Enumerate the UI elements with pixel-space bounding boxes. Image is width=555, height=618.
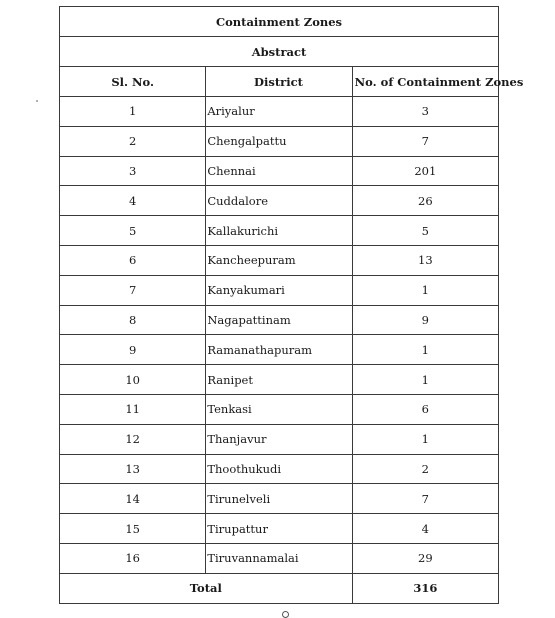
zones-count-cell: 7 [352, 484, 498, 514]
zones-count-cell: 1 [352, 275, 498, 305]
zones-count-cell: 3 [352, 97, 498, 127]
total-label: Total [60, 573, 353, 603]
zones-count-cell: 29 [352, 543, 498, 573]
zones-count-cell: 1 [352, 424, 498, 454]
sl-no-cell: 16 [60, 543, 206, 573]
district-cell: Tenkasi [206, 394, 352, 424]
title-row [60, 7, 499, 37]
table-row [60, 394, 499, 424]
district-cell: Tirunelveli [206, 484, 352, 514]
stray-mark [36, 100, 38, 102]
table-row [60, 97, 499, 127]
district-cell: Thanjavur [206, 424, 352, 454]
table-subtitle: Abstract [60, 37, 499, 67]
table-row [60, 245, 499, 275]
sl-no-cell: 13 [60, 454, 206, 484]
district-cell: Kanyakumari [206, 275, 352, 305]
header-row [60, 67, 499, 97]
zones-count-cell: 5 [352, 216, 498, 246]
column-header-district: District [206, 67, 352, 97]
page-mark [282, 611, 289, 618]
zones-count-cell: 4 [352, 514, 498, 544]
containment-zones-table [59, 6, 524, 604]
column-header-sl-no: Sl. No. [60, 67, 206, 97]
sl-no-cell: 6 [60, 245, 206, 275]
table-row [60, 216, 499, 246]
table-row [60, 335, 499, 365]
district-cell: Tirupattur [206, 514, 352, 544]
district-cell: Ranipet [206, 365, 352, 395]
district-cell: Ramanathapuram [206, 335, 352, 365]
table-row [60, 365, 499, 395]
table-title: Containment Zones [60, 7, 499, 37]
sl-no-cell: 3 [60, 156, 206, 186]
sl-no-cell: 1 [60, 97, 206, 127]
sl-no-cell: 2 [60, 126, 206, 156]
sl-no-cell: 10 [60, 365, 206, 395]
district-cell: Kallakurichi [206, 216, 352, 246]
sl-no-cell: 5 [60, 216, 206, 246]
district-cell: Chengalpattu [206, 126, 352, 156]
table-row [60, 156, 499, 186]
zones-count-cell: 6 [352, 394, 498, 424]
sl-no-cell: 8 [60, 305, 206, 335]
district-cell: Thoothukudi [206, 454, 352, 484]
sl-no-cell: 12 [60, 424, 206, 454]
total-value: 316 [352, 573, 498, 603]
subtitle-row [60, 37, 499, 67]
table-row [60, 424, 499, 454]
table-row [60, 126, 499, 156]
zones-count-cell: 2 [352, 454, 498, 484]
table-row [60, 454, 499, 484]
sl-no-cell: 9 [60, 335, 206, 365]
table-row [60, 484, 499, 514]
district-cell: Kancheepuram [206, 245, 352, 275]
total-row [60, 573, 499, 603]
zones-count-cell: 1 [352, 365, 498, 395]
table-row [60, 543, 499, 573]
table-row [60, 305, 499, 335]
zones-count-cell: 13 [352, 245, 498, 275]
district-cell: Ariyalur [206, 97, 352, 127]
zones-count-cell: 9 [352, 305, 498, 335]
district-cell: Cuddalore [206, 186, 352, 216]
table-row [60, 186, 499, 216]
sl-no-cell: 15 [60, 514, 206, 544]
zones-count-cell: 201 [352, 156, 498, 186]
table-row [60, 514, 499, 544]
column-header-zones: No. of Containment Zones [352, 67, 498, 97]
sl-no-cell: 11 [60, 394, 206, 424]
district-cell: Chennai [206, 156, 352, 186]
zones-count-cell: 7 [352, 126, 498, 156]
table-row [60, 275, 499, 305]
district-cell: Tiruvannamalai [206, 543, 352, 573]
zones-count-cell: 26 [352, 186, 498, 216]
sl-no-cell: 14 [60, 484, 206, 514]
sl-no-cell: 7 [60, 275, 206, 305]
district-cell: Nagapattinam [206, 305, 352, 335]
zones-count-cell: 1 [352, 335, 498, 365]
sl-no-cell: 4 [60, 186, 206, 216]
